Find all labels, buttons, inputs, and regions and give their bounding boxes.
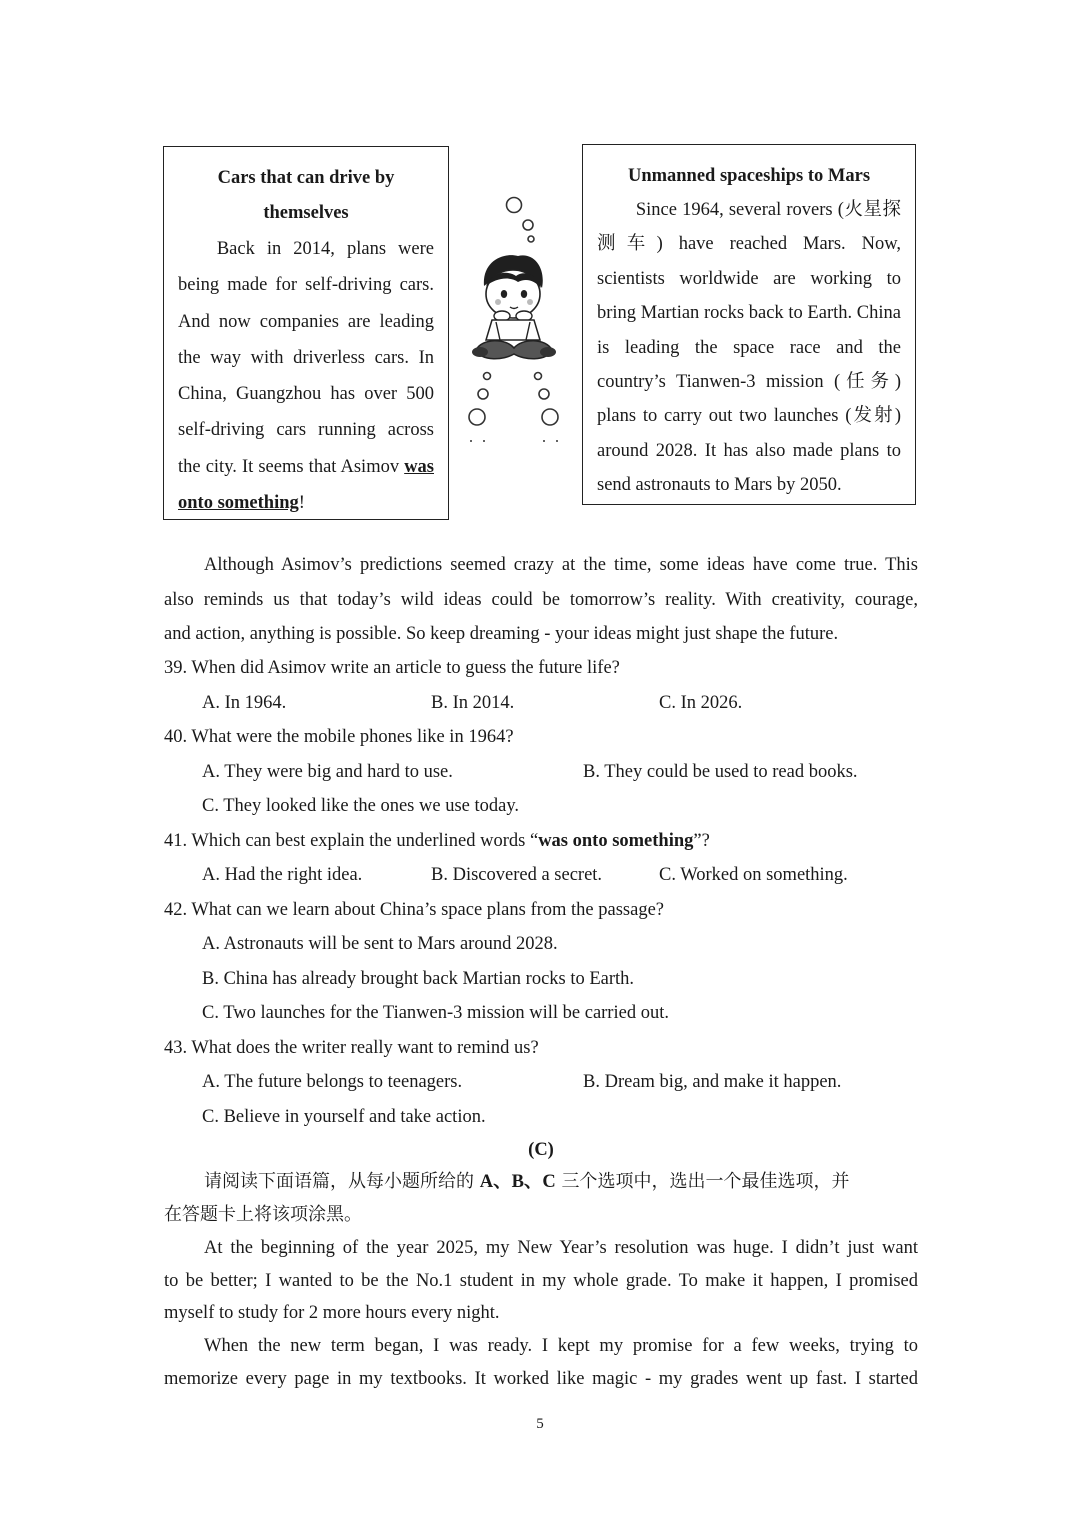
question-39-option-c: C. In 2026. bbox=[659, 693, 743, 713]
right-info-box bbox=[582, 144, 916, 505]
question-39-stem: 39. When did Asimov write an article to guess the future life? bbox=[164, 658, 620, 678]
section-c-heading: (C) bbox=[528, 1140, 554, 1160]
left-box-text-end: ! bbox=[298, 493, 305, 514]
question-41-option-a: A. Had the right idea. bbox=[202, 865, 363, 885]
conclusion-line-2: also reminds us that today’s wild ideas could be tomorrow’s reality. With creativity, courage, bbox=[164, 590, 918, 610]
instruction-letters: A、B、C bbox=[479, 1172, 556, 1192]
question-42-stem: 42. What can we learn about China’s space plans from the passage? bbox=[164, 900, 665, 920]
question-42-option-c: C. Two launches for the Tianwen-3 mission will be carried out. bbox=[202, 1003, 669, 1023]
right-box-title: Unmanned spaceships to Mars bbox=[627, 166, 871, 186]
question-43-option-c: C. Believe in yourself and take action. bbox=[202, 1107, 486, 1127]
passage-c-p2-line-1: When the new term began, I was ready. I kept my promise for a few weeks, trying to bbox=[204, 1336, 918, 1356]
conclusion-line-3: and action, anything is possible. So keep dreaming - your ideas might just shape the future. bbox=[164, 624, 839, 644]
question-42-option-b: B. China has already brought back Martian rocks to Earth. bbox=[202, 969, 635, 989]
question-39-option-a: A. In 1964. bbox=[202, 693, 287, 713]
left-info-box bbox=[163, 146, 449, 520]
question-41-stem-bold: was onto something bbox=[538, 831, 694, 851]
passage-c-p1-line-2: to be better; I wanted to be the No.1 student in my whole grade. To make it happen, I promised bbox=[164, 1271, 918, 1291]
question-41-stem-end: ”? bbox=[693, 831, 710, 851]
question-40-option-a: A. They were big and hard to use. bbox=[202, 762, 453, 782]
left-box-title-line1: Cars that can drive by bbox=[217, 168, 395, 188]
passage-c-p1-line-1: At the beginning of the year 2025, my New Year’s resolution was huge. I didn’t just want bbox=[204, 1238, 918, 1258]
left-box-text bbox=[178, 231, 434, 521]
left-box-title-line2: themselves bbox=[263, 203, 349, 223]
instruction-text-2: 三个选项中，选出一个最佳选项，并 bbox=[555, 1171, 850, 1192]
question-40-option-b: B. They could be used to read books. bbox=[583, 762, 858, 782]
question-42-option-a: A. Astronauts will be sent to Mars around 2028. bbox=[202, 934, 558, 954]
passage-c-p2-line-2: memorize every page in my textbooks. It worked like magic - my grades went up fast. I started bbox=[164, 1369, 918, 1389]
question-43-option-a: A. The future belongs to teenagers. bbox=[202, 1072, 463, 1092]
question-39-option-b: B. In 2014. bbox=[431, 693, 515, 713]
page-number: 5 bbox=[536, 1416, 544, 1432]
dreaming-boy-illustration bbox=[462, 190, 572, 446]
question-43-option-b: B. Dream big, and make it happen. bbox=[583, 1072, 842, 1092]
right-box-text: Since 1964, several rovers (火星探测车) have reached Mars. Now, scientists worldwide are working to bring Martian rocks back to Earth. China is leading the space race and the country’s Tianwen-3 mission (任务) plans to carry out two launches (发射) around 2028. It has also made plans to send astronauts to Mars by 2050. bbox=[597, 200, 901, 496]
question-41-option-b: B. Discovered a secret. bbox=[431, 865, 603, 885]
underlined-phrase: was onto something bbox=[178, 456, 434, 514]
question-40-stem: 40. What were the mobile phones like in 1964? bbox=[164, 727, 514, 747]
instruction-text-1: 请阅读下面语篇，从每小题所给的 bbox=[204, 1171, 480, 1192]
passage-c-p1-line-3: myself to study for 2 more hours every night. bbox=[164, 1303, 500, 1323]
section-c-instruction-line-2: 在答题卡上将该项涂黑。 bbox=[164, 1204, 362, 1225]
section-c-instruction-line-1 bbox=[204, 1170, 918, 1194]
left-box-text-main: Back in 2014, plans were being made for self-driving cars. And now companies are leading the way with driverless cars. In China, Guangzhou has over 500 self-driving cars running across the city. It seems that Asimov bbox=[178, 239, 434, 477]
question-43-stem: 43. What does the writer really want to remind us? bbox=[164, 1038, 539, 1058]
question-41-stem-text: 41. Which can best explain the underlined words “ bbox=[164, 831, 539, 851]
question-41-stem bbox=[164, 829, 918, 853]
conclusion-line-1: Although Asimov’s predictions seemed crazy at the time, some ideas have come true. This bbox=[204, 555, 918, 575]
question-41-option-c: C. Worked on something. bbox=[659, 865, 848, 885]
question-40-option-c: C. They looked like the ones we use today. bbox=[202, 796, 520, 816]
